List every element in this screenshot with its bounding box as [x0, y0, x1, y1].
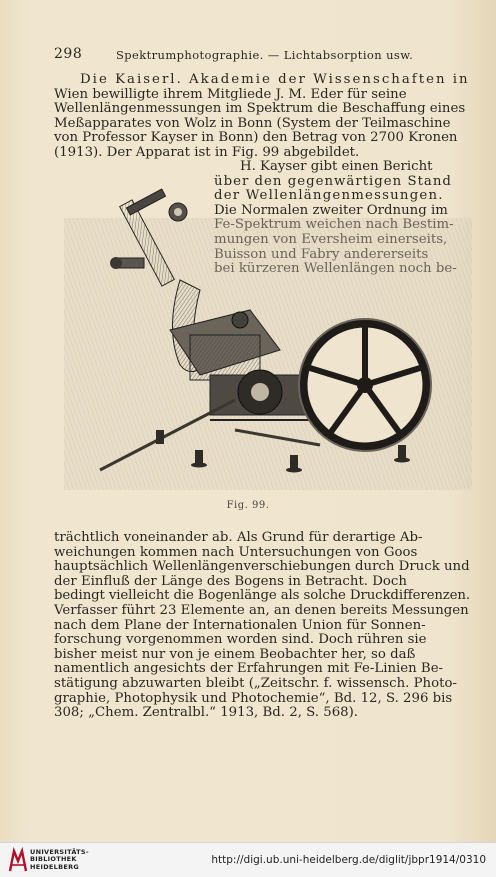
- paragraph-3: [54, 531, 470, 721]
- text-line: H. Kayser gibt einen Bericht: [240, 159, 433, 174]
- library-name: UNIVERSITÄTS- BIBLIOTHEK HEIDELBERG: [30, 848, 89, 871]
- text-line: Die Normalen zweiter Ordnung im: [214, 202, 448, 218]
- text-line: Wellenlängenmessungen im Spektrum die Beschaffung eines: [54, 101, 466, 117]
- viewer-footer: [0, 842, 496, 877]
- text-line: graphie, Photophysik und Photochemie“, Bd. 12, S. 296 bis: [54, 690, 453, 706]
- text-line: bedingt vielleicht die Bogenlänge als solche Druckdifferenzen.: [54, 588, 471, 604]
- apparatus-engraving: [60, 160, 480, 495]
- source-url-link[interactable]: http://digi.ub.uni-heidelberg.de/diglit/jbpr1914/0310: [211, 854, 486, 866]
- page-header: [54, 46, 474, 62]
- running-head: Spektrumphotographie. — Lichtabsorption usw.: [116, 48, 414, 62]
- text-line: Die Kaiserl. Akademie der Wissenschaften in: [80, 72, 470, 87]
- text-line: von Professor Kayser in Bonn) den Betrag von 2700 Kronen: [54, 130, 458, 146]
- text-line: bisher meist nur von je einem Beobachter her, so daß: [54, 646, 416, 662]
- text-line: (1913). Der Apparat ist in Fig. 99 abgebildet.: [54, 144, 360, 160]
- text-line: Wien bewilligte ihrem Mitgliede J. M. Eder für seine: [54, 86, 407, 102]
- text-line: namentlich angesichts der Erfahrungen mit Fe-Linien Be-: [54, 661, 444, 677]
- text-line: stätigung abzuwarten bleibt („Zeitschr. f. wissensch. Photo-: [54, 675, 457, 691]
- text-line: hauptsächlich Wellenlängenverschiebungen durch Druck und: [54, 559, 470, 575]
- text-line: nach dem Plane der Internationalen Union für Sonnen-: [54, 617, 426, 633]
- paragraph-1: [54, 73, 470, 161]
- text-line: trächtlich voneinander ab. Als Grund für derartige Ab-: [54, 530, 423, 545]
- page-number: 298: [54, 46, 83, 62]
- text-line: Meßapparates von Wolz in Bonn (System der Teilmaschine: [54, 115, 451, 131]
- text-line: weichungen kommen nach Untersuchungen von Goos: [54, 544, 418, 560]
- text-line: forschung vorgenommen worden sind. Doch rühren sie: [54, 632, 427, 648]
- figure-measuring-apparatus: [60, 160, 480, 495]
- text-line: Verfasser führt 23 Elemente an, an denen bereits Messungen: [54, 602, 469, 618]
- text-line: der Einfluß der Länge des Bogens in Betracht. Doch: [54, 573, 407, 589]
- handwheel: [299, 319, 431, 451]
- text-line: 308; „Chem. Zentralbl.“ 1913, Bd. 2, S. 568).: [54, 705, 359, 721]
- text-line: über den gegenwärtigen Stand: [214, 173, 452, 189]
- library-logo-icon: [8, 847, 28, 873]
- text-line: der Wellenlängenmessungen.: [214, 188, 444, 204]
- figure-caption: Fig. 99.: [226, 500, 270, 511]
